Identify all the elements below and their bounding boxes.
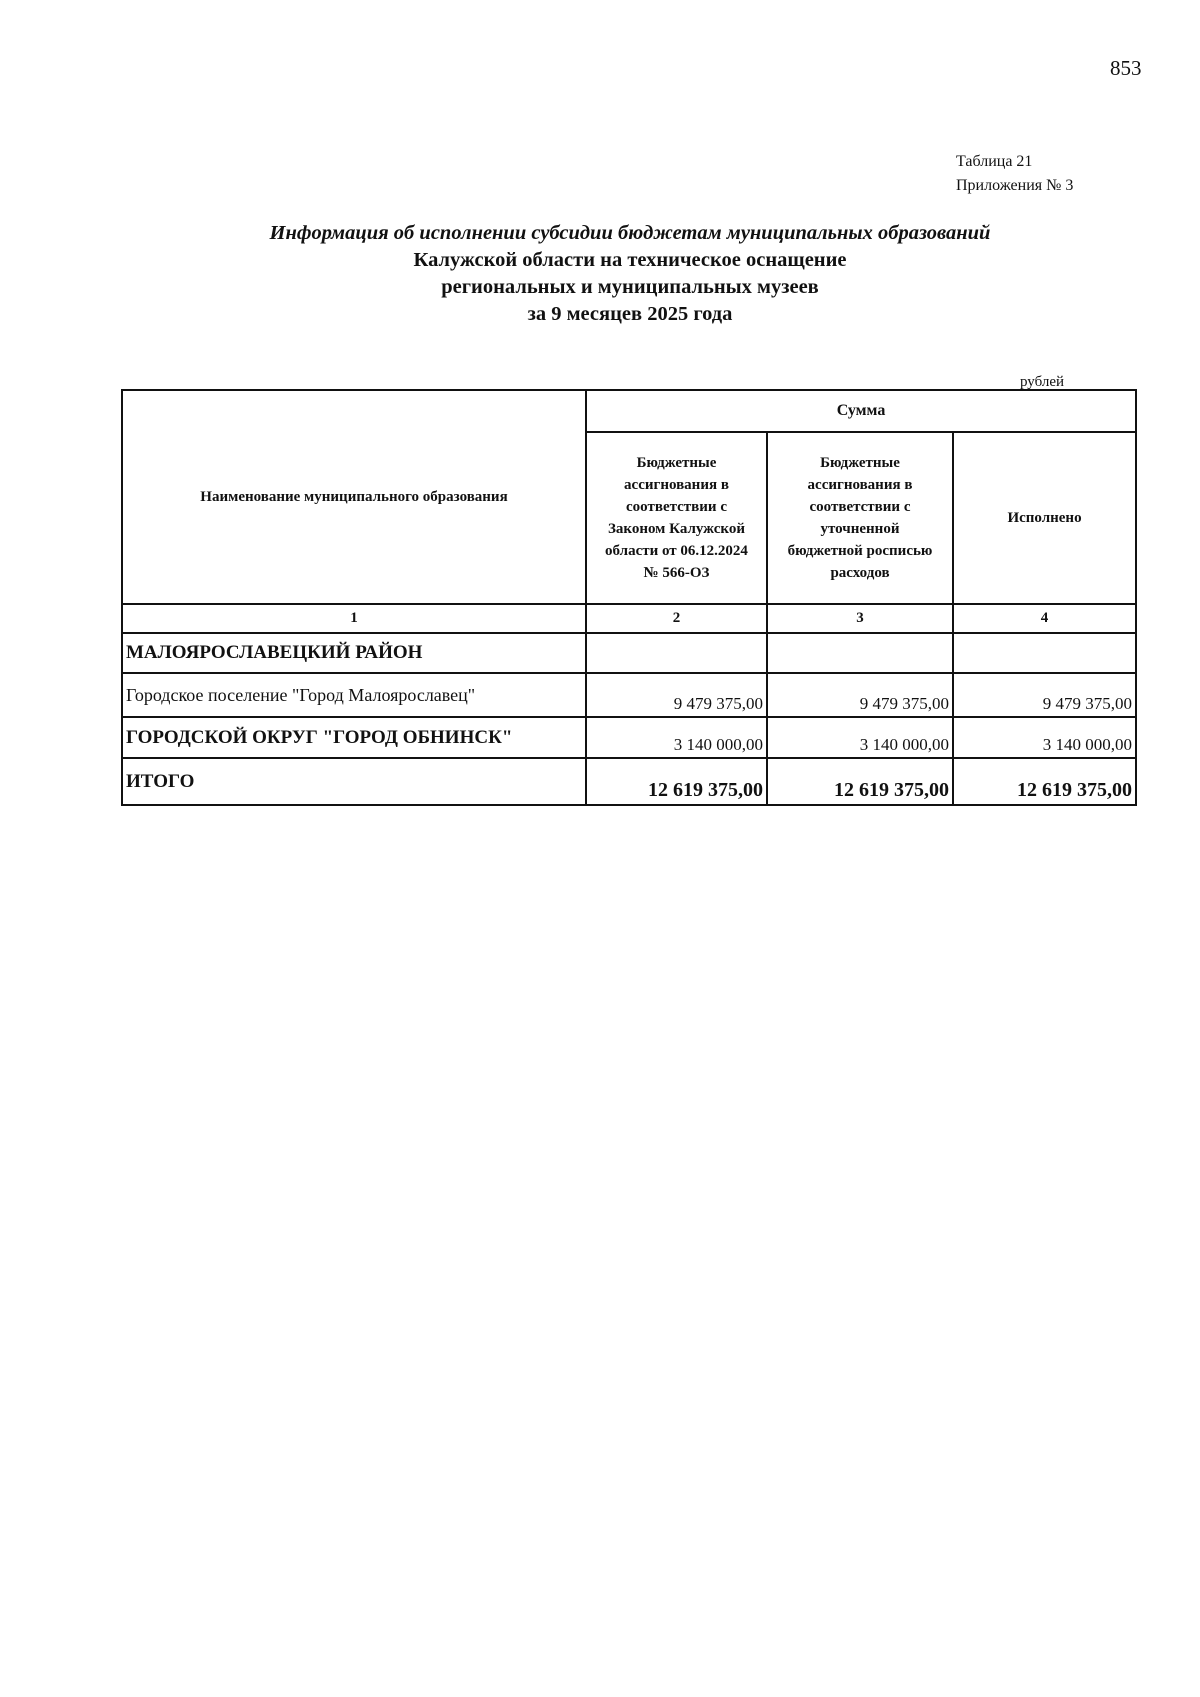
table-row xyxy=(122,717,1136,758)
header-col-3-line: ассигнования в xyxy=(807,477,913,493)
header-name: Наименование муниципального образования xyxy=(122,390,586,604)
title-line-3: региональных и муниципальных музеев xyxy=(441,276,819,298)
header-sum: Сумма xyxy=(586,390,1136,432)
value-revised xyxy=(767,633,953,673)
header-col-2-line: области от 06.12.2024 xyxy=(605,543,748,559)
table-number: Таблица 21 xyxy=(956,153,1033,170)
table-row xyxy=(122,633,1136,673)
document-title xyxy=(130,220,1130,328)
header-col-4: Исполнено xyxy=(953,432,1136,604)
title-line-2: Калужской области на техническое оснащение xyxy=(413,249,847,271)
title-line-1: Информация об исполнении субсидии бюджетам муниципальных образований xyxy=(269,222,991,244)
total-row xyxy=(122,758,1136,805)
header-col-3-line: Бюджетные xyxy=(820,455,900,471)
header-col-2-line: № 566-ОЗ xyxy=(643,565,710,581)
municipality-name: ГОРОДСКОЙ ОКРУГ "ГОРОД ОБНИНСК" xyxy=(122,717,586,758)
value-executed xyxy=(953,633,1136,673)
header-col-3-line: расходов xyxy=(830,565,890,581)
header-col-2-line: Законом Калужской xyxy=(607,521,746,537)
title-line-4: за 9 месяцев 2025 года xyxy=(527,303,733,325)
header-col-3-line: уточненной xyxy=(820,521,900,537)
column-number-row xyxy=(122,604,1136,633)
column-number: 2 xyxy=(586,604,767,633)
municipality-name: МАЛОЯРОСЛАВЕЦКИЙ РАЙОН xyxy=(122,633,586,673)
appendix-number: Приложения № 3 xyxy=(956,177,1074,194)
value-revised: 3 140 000,00 xyxy=(767,717,953,758)
header-col-3-line: бюджетной росписью xyxy=(787,543,933,559)
header-col-2-line: ассигнования в xyxy=(624,477,729,493)
column-number: 4 xyxy=(953,604,1136,633)
header-col-3 xyxy=(767,432,953,604)
header-row-sum xyxy=(122,390,1136,432)
total-executed: 12 619 375,00 xyxy=(953,758,1136,805)
table-reference xyxy=(956,150,1073,198)
report-table xyxy=(121,389,1137,806)
value-law: 3 140 000,00 xyxy=(586,717,767,758)
total-label: ИТОГО xyxy=(122,758,586,805)
total-law: 12 619 375,00 xyxy=(586,758,767,805)
value-executed: 9 479 375,00 xyxy=(953,673,1136,717)
value-revised: 9 479 375,00 xyxy=(767,673,953,717)
municipality-name: Городское поселение "Город Малоярославец" xyxy=(122,673,586,717)
total-revised: 12 619 375,00 xyxy=(767,758,953,805)
column-number: 1 xyxy=(122,604,586,633)
units-label: рублей xyxy=(1020,374,1065,390)
header-col-2-line: соответствии с xyxy=(626,499,727,515)
page-number: 853 xyxy=(1110,56,1142,80)
value-law: 9 479 375,00 xyxy=(586,673,767,717)
table-row xyxy=(122,673,1136,717)
column-number: 3 xyxy=(767,604,953,633)
header-col-2-line: Бюджетные xyxy=(636,455,717,471)
header-col-2 xyxy=(586,432,767,604)
value-law xyxy=(586,633,767,673)
header-col-3-line: соответствии с xyxy=(809,499,911,515)
value-executed: 3 140 000,00 xyxy=(953,717,1136,758)
